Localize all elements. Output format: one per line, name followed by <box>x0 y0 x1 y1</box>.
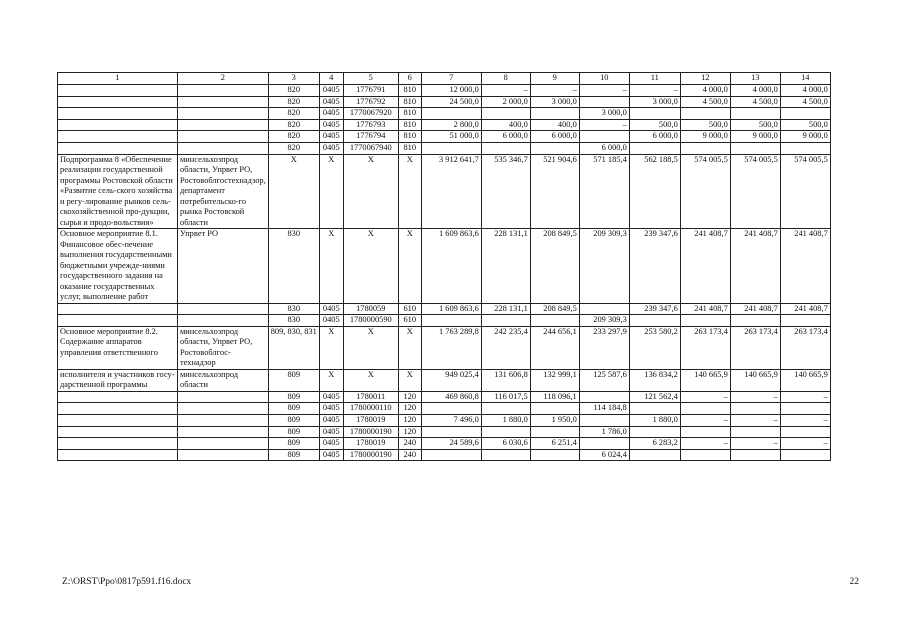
header-cell: 3 <box>268 73 319 85</box>
table-cell: 0405 <box>319 449 343 461</box>
table-cell: 116 017,5 <box>481 391 530 403</box>
table-cell: 132 999,1 <box>530 369 579 391</box>
table-cell: 1780059 <box>343 303 398 315</box>
table-cell: X <box>398 326 421 369</box>
table-cell: 949 025,4 <box>421 369 481 391</box>
table-cell: 0405 <box>319 303 343 315</box>
row-label-cell <box>58 403 178 415</box>
table-cell: 3 000,0 <box>579 108 629 120</box>
table-cell: 1770067920 <box>343 108 398 120</box>
table-cell: 1 763 289,8 <box>421 326 481 369</box>
table-cell: 1 609 863,6 <box>421 303 481 315</box>
table-cell: 241 408,7 <box>680 229 730 304</box>
table-cell: – <box>680 391 730 403</box>
table-cell <box>481 449 530 461</box>
row-label-cell <box>58 131 178 143</box>
table-cell <box>579 414 629 426</box>
table-cell: – <box>730 438 780 450</box>
file-path: Z:\ORST\Ppo\0817p591.f16.docx <box>62 577 192 587</box>
table-cell: 1 880,0 <box>629 414 680 426</box>
table-cell: 228 131,1 <box>481 229 530 304</box>
table-cell: 4 500,0 <box>780 96 830 108</box>
table-row <box>58 108 831 120</box>
table-cell: 1 950,0 <box>530 414 579 426</box>
table-cell: 228 131,1 <box>481 303 530 315</box>
table-cell: 820 <box>268 108 319 120</box>
header-cell: 4 <box>319 73 343 85</box>
row-label-cell <box>58 108 178 120</box>
table-cell <box>481 142 530 154</box>
table-cell <box>780 403 830 415</box>
table-cell: 114 184,8 <box>579 403 629 415</box>
table-cell <box>579 391 629 403</box>
table-cell: 6 000,0 <box>481 131 530 143</box>
table-cell: – <box>481 85 530 97</box>
table-cell: 830 <box>268 229 319 304</box>
table-cell: 0405 <box>319 142 343 154</box>
table-row <box>58 414 831 426</box>
table-cell: 253 580,2 <box>629 326 680 369</box>
table-cell <box>780 315 830 327</box>
executor-cell <box>178 403 269 415</box>
table-cell <box>780 426 830 438</box>
table-cell <box>680 142 730 154</box>
table-cell: 6 283,2 <box>629 438 680 450</box>
table-row <box>58 119 831 131</box>
table-cell <box>629 315 680 327</box>
table-cell: 809 <box>268 414 319 426</box>
table-cell: 241 408,7 <box>680 303 730 315</box>
table-cell: 1 786,0 <box>579 426 629 438</box>
header-row <box>58 73 831 85</box>
table-cell: X <box>319 154 343 229</box>
table-cell <box>481 426 530 438</box>
row-label-cell <box>58 414 178 426</box>
table-cell: 120 <box>398 426 421 438</box>
header-cell: 5 <box>343 73 398 85</box>
table-cell: – <box>680 414 730 426</box>
executor-cell <box>178 108 269 120</box>
row-label-cell: Подпрограмма 8 «Обеспечение реализации государственной программы Ростовской области «Развитие сель-ского хозяйства и регу-лирование рынков сель-скохозяйственной про-дукции, сырья и продо-вольствия» <box>58 154 178 229</box>
table-cell: – <box>579 119 629 131</box>
table-cell: 810 <box>398 131 421 143</box>
table-cell: 120 <box>398 403 421 415</box>
table-cell: 809 <box>268 403 319 415</box>
table-row <box>58 96 831 108</box>
table-row <box>58 303 831 315</box>
table-cell: 610 <box>398 315 421 327</box>
table-cell <box>579 438 629 450</box>
table-cell <box>421 449 481 461</box>
table-cell <box>481 108 530 120</box>
table-cell: 4 500,0 <box>680 96 730 108</box>
table-cell: 0405 <box>319 403 343 415</box>
table-cell: 263 173,4 <box>730 326 780 369</box>
table-cell: 241 408,7 <box>780 229 830 304</box>
table-cell: 2 000,0 <box>481 96 530 108</box>
table-cell <box>481 403 530 415</box>
row-label-cell <box>58 96 178 108</box>
table-cell <box>730 403 780 415</box>
table-cell: 24 589,6 <box>421 438 481 450</box>
table-cell <box>421 426 481 438</box>
row-label-cell <box>58 303 178 315</box>
table-cell: – <box>780 414 830 426</box>
table-cell: 810 <box>398 108 421 120</box>
table-cell: 500,0 <box>680 119 730 131</box>
table-cell: 209 309,3 <box>579 229 629 304</box>
table-cell: 610 <box>398 303 421 315</box>
table-row <box>58 315 831 327</box>
table-body <box>58 85 831 461</box>
table-cell <box>730 449 780 461</box>
row-label-cell <box>58 142 178 154</box>
executor-cell <box>178 315 269 327</box>
table-cell: 4 000,0 <box>680 85 730 97</box>
table-cell: 6 251,4 <box>530 438 579 450</box>
table-row <box>58 426 831 438</box>
table-cell: 820 <box>268 142 319 154</box>
table-cell: 1780000590 <box>343 315 398 327</box>
table-cell: 809 <box>268 426 319 438</box>
table-cell: 241 408,7 <box>780 303 830 315</box>
table-cell: 500,0 <box>730 119 780 131</box>
table-cell <box>780 449 830 461</box>
table-cell: 125 587,6 <box>579 369 629 391</box>
table-cell <box>629 142 680 154</box>
row-label-cell <box>58 85 178 97</box>
table-cell: 574 005,5 <box>730 154 780 229</box>
table-cell <box>421 142 481 154</box>
table-cell: 7 496,0 <box>421 414 481 426</box>
table-cell: 809 <box>268 438 319 450</box>
table-cell: 51 000,0 <box>421 131 481 143</box>
budget-table <box>57 72 831 461</box>
table-cell: 244 656,1 <box>530 326 579 369</box>
table-cell: 820 <box>268 131 319 143</box>
executor-cell <box>178 131 269 143</box>
row-label-cell <box>58 391 178 403</box>
table-row <box>58 438 831 450</box>
table-cell: 0405 <box>319 391 343 403</box>
table-row <box>58 142 831 154</box>
table-row <box>58 391 831 403</box>
table-cell: 6 024,4 <box>579 449 629 461</box>
table-cell: 1776794 <box>343 131 398 143</box>
table-cell: 208 849,5 <box>530 229 579 304</box>
header-cell: 6 <box>398 73 421 85</box>
table-row <box>58 326 831 369</box>
table-cell: 809, 830, 831 <box>268 326 319 369</box>
executor-cell <box>178 426 269 438</box>
executor-cell <box>178 142 269 154</box>
executor-cell: Упрвет РО <box>178 229 269 304</box>
table-cell: – <box>730 414 780 426</box>
table-cell: – <box>780 438 830 450</box>
executor-cell: минсельхозпрод области, Упрвет РО, Ростовоблгос-технадзор <box>178 326 269 369</box>
table-cell <box>530 108 579 120</box>
header-cell: 9 <box>530 73 579 85</box>
executor-cell <box>178 85 269 97</box>
header-cell: 13 <box>730 73 780 85</box>
table-row <box>58 449 831 461</box>
table-cell: 500,0 <box>629 119 680 131</box>
header-cell: 7 <box>421 73 481 85</box>
table-cell: X <box>343 369 398 391</box>
table-cell: – <box>730 391 780 403</box>
table-cell <box>730 142 780 154</box>
table-cell: 4 000,0 <box>730 85 780 97</box>
header-cell: 12 <box>680 73 730 85</box>
table-cell: 208 849,5 <box>530 303 579 315</box>
table-cell: 0405 <box>319 96 343 108</box>
table-cell: 118 096,1 <box>530 391 579 403</box>
executor-cell: минсельхозпрод области, Упрвет РО, Ростовоблгостехнадзор, департамент потребительско-го рынка Ростовской области <box>178 154 269 229</box>
table-row <box>58 403 831 415</box>
table-cell: 120 <box>398 414 421 426</box>
table-cell: 9 000,0 <box>730 131 780 143</box>
table-cell: X <box>398 229 421 304</box>
executor-cell <box>178 438 269 450</box>
table-cell: – <box>780 391 830 403</box>
table-cell: 241 408,7 <box>730 229 780 304</box>
table-cell: X <box>343 326 398 369</box>
table-cell: 810 <box>398 85 421 97</box>
table-cell: 4 500,0 <box>730 96 780 108</box>
table-cell: 121 562,4 <box>629 391 680 403</box>
table-cell: 0405 <box>319 438 343 450</box>
table-cell: X <box>319 369 343 391</box>
table-cell: 1770067940 <box>343 142 398 154</box>
table-cell <box>629 449 680 461</box>
table-cell <box>530 449 579 461</box>
table-cell: 0405 <box>319 108 343 120</box>
table-cell: 574 005,5 <box>780 154 830 229</box>
table-cell: 809 <box>268 391 319 403</box>
table-cell: 6 000,0 <box>579 142 629 154</box>
table-cell: 140 665,9 <box>730 369 780 391</box>
table-cell: – <box>629 85 680 97</box>
table-cell: 820 <box>268 85 319 97</box>
table-cell: 521 904,6 <box>530 154 579 229</box>
table-cell <box>530 315 579 327</box>
table-cell: 241 408,7 <box>730 303 780 315</box>
table-cell: 0405 <box>319 414 343 426</box>
table-cell: 1780019 <box>343 438 398 450</box>
table-cell: 1776792 <box>343 96 398 108</box>
table-cell: 131 606,8 <box>481 369 530 391</box>
table-cell: 0405 <box>319 426 343 438</box>
header-cell: 11 <box>629 73 680 85</box>
table-cell: 136 834,2 <box>629 369 680 391</box>
table-cell: 3 912 641,7 <box>421 154 481 229</box>
table-cell: 820 <box>268 119 319 131</box>
header-cell: 2 <box>178 73 269 85</box>
table-row <box>58 131 831 143</box>
table-cell: 239 347,6 <box>629 303 680 315</box>
table-cell <box>730 426 780 438</box>
table-cell: 6 000,0 <box>629 131 680 143</box>
table-cell <box>481 315 530 327</box>
row-label-cell: Основное мероприятие 8.2. Содержание аппаратов управления ответственного <box>58 326 178 369</box>
page-number: 22 <box>849 577 859 587</box>
table-cell <box>680 315 730 327</box>
table-cell: 263 173,4 <box>680 326 730 369</box>
table-cell: 535 346,7 <box>481 154 530 229</box>
table-cell: 810 <box>398 142 421 154</box>
table-cell: X <box>398 369 421 391</box>
table-cell: 242 235,4 <box>481 326 530 369</box>
table-cell: 233 297,9 <box>579 326 629 369</box>
executor-cell <box>178 391 269 403</box>
table-cell: 810 <box>398 119 421 131</box>
table-cell: 9 000,0 <box>680 131 730 143</box>
table-cell: 140 665,9 <box>680 369 730 391</box>
table-cell: 1 880,0 <box>481 414 530 426</box>
table-cell: 6 030,6 <box>481 438 530 450</box>
table-cell <box>680 403 730 415</box>
table-cell: – <box>680 438 730 450</box>
executor-cell <box>178 303 269 315</box>
table-cell: 1 609 863,6 <box>421 229 481 304</box>
table-cell <box>579 303 629 315</box>
table-cell: 209 309,3 <box>579 315 629 327</box>
table-cell: 6 000,0 <box>530 131 579 143</box>
table-cell: 571 185,4 <box>579 154 629 229</box>
table-cell: 1776791 <box>343 85 398 97</box>
row-label-cell <box>58 449 178 461</box>
table-cell: 140 665,9 <box>780 369 830 391</box>
table-cell: 820 <box>268 96 319 108</box>
table-cell: 1780000190 <box>343 449 398 461</box>
table-cell <box>421 108 481 120</box>
table-row <box>58 369 831 391</box>
table-cell: 263 173,4 <box>780 326 830 369</box>
table-cell: 809 <box>268 369 319 391</box>
table-cell: 9 000,0 <box>780 131 830 143</box>
table-cell: 0405 <box>319 119 343 131</box>
table-cell <box>629 403 680 415</box>
table-cell: 1780019 <box>343 414 398 426</box>
table-cell: 469 860,8 <box>421 391 481 403</box>
table-cell <box>421 315 481 327</box>
table-cell: 3 000,0 <box>629 96 680 108</box>
table-cell: X <box>398 154 421 229</box>
executor-cell <box>178 96 269 108</box>
table-cell <box>680 426 730 438</box>
table-row <box>58 85 831 97</box>
table-cell <box>579 96 629 108</box>
table-cell: 500,0 <box>780 119 830 131</box>
table-cell: 830 <box>268 315 319 327</box>
table-cell: 0405 <box>319 315 343 327</box>
table-cell: 240 <box>398 449 421 461</box>
executor-cell: минсельхозпрод области <box>178 369 269 391</box>
table-cell: 12 000,0 <box>421 85 481 97</box>
table-cell: 562 188,5 <box>629 154 680 229</box>
executor-cell <box>178 119 269 131</box>
row-label-cell <box>58 315 178 327</box>
table-cell: 3 000,0 <box>530 96 579 108</box>
table-cell <box>421 403 481 415</box>
table-cell <box>730 108 780 120</box>
table-cell <box>780 142 830 154</box>
table-cell: X <box>319 326 343 369</box>
table-row <box>58 229 831 304</box>
table-cell: X <box>319 229 343 304</box>
table-cell: 0405 <box>319 85 343 97</box>
table-cell: 0405 <box>319 131 343 143</box>
table-cell <box>530 426 579 438</box>
table-row <box>58 154 831 229</box>
table-cell: 810 <box>398 96 421 108</box>
header-cell: 8 <box>481 73 530 85</box>
table-cell: – <box>579 85 629 97</box>
table-cell: 4 000,0 <box>780 85 830 97</box>
table-cell: – <box>530 85 579 97</box>
table-cell: X <box>343 229 398 304</box>
row-label-cell <box>58 119 178 131</box>
header-cell: 14 <box>780 73 830 85</box>
row-label-cell <box>58 438 178 450</box>
table-cell: 1780011 <box>343 391 398 403</box>
table-cell: X <box>268 154 319 229</box>
table-cell: 120 <box>398 391 421 403</box>
row-label-cell: исполнителя и участников госу-дарственной программы <box>58 369 178 391</box>
table-cell <box>579 131 629 143</box>
executor-cell <box>178 414 269 426</box>
table-cell <box>730 315 780 327</box>
table-cell: 240 <box>398 438 421 450</box>
table-cell: 830 <box>268 303 319 315</box>
table-cell: 400,0 <box>530 119 579 131</box>
table-cell: 400,0 <box>481 119 530 131</box>
table-cell: 24 500,0 <box>421 96 481 108</box>
table-cell: 1780000190 <box>343 426 398 438</box>
table-cell <box>780 108 830 120</box>
table-cell <box>629 426 680 438</box>
table-cell <box>530 403 579 415</box>
table-cell: 1776793 <box>343 119 398 131</box>
row-label-cell <box>58 426 178 438</box>
table-cell: X <box>343 154 398 229</box>
table-cell <box>629 108 680 120</box>
header-cell: 1 <box>58 73 178 85</box>
table-cell: 239 347,6 <box>629 229 680 304</box>
table-cell <box>680 449 730 461</box>
table-cell <box>530 142 579 154</box>
table-cell <box>680 108 730 120</box>
table-cell: 2 800,0 <box>421 119 481 131</box>
table-cell: 574 005,5 <box>680 154 730 229</box>
header-cell: 10 <box>579 73 629 85</box>
table-cell: 809 <box>268 449 319 461</box>
executor-cell <box>178 449 269 461</box>
table-cell: 1780000110 <box>343 403 398 415</box>
row-label-cell: Основное мероприятие 8.1. Финансовое обес-печение выполнения государственными бюджетными учрежде-ниями государственного задания на оказание государственных услуг, выполнение работ <box>58 229 178 304</box>
